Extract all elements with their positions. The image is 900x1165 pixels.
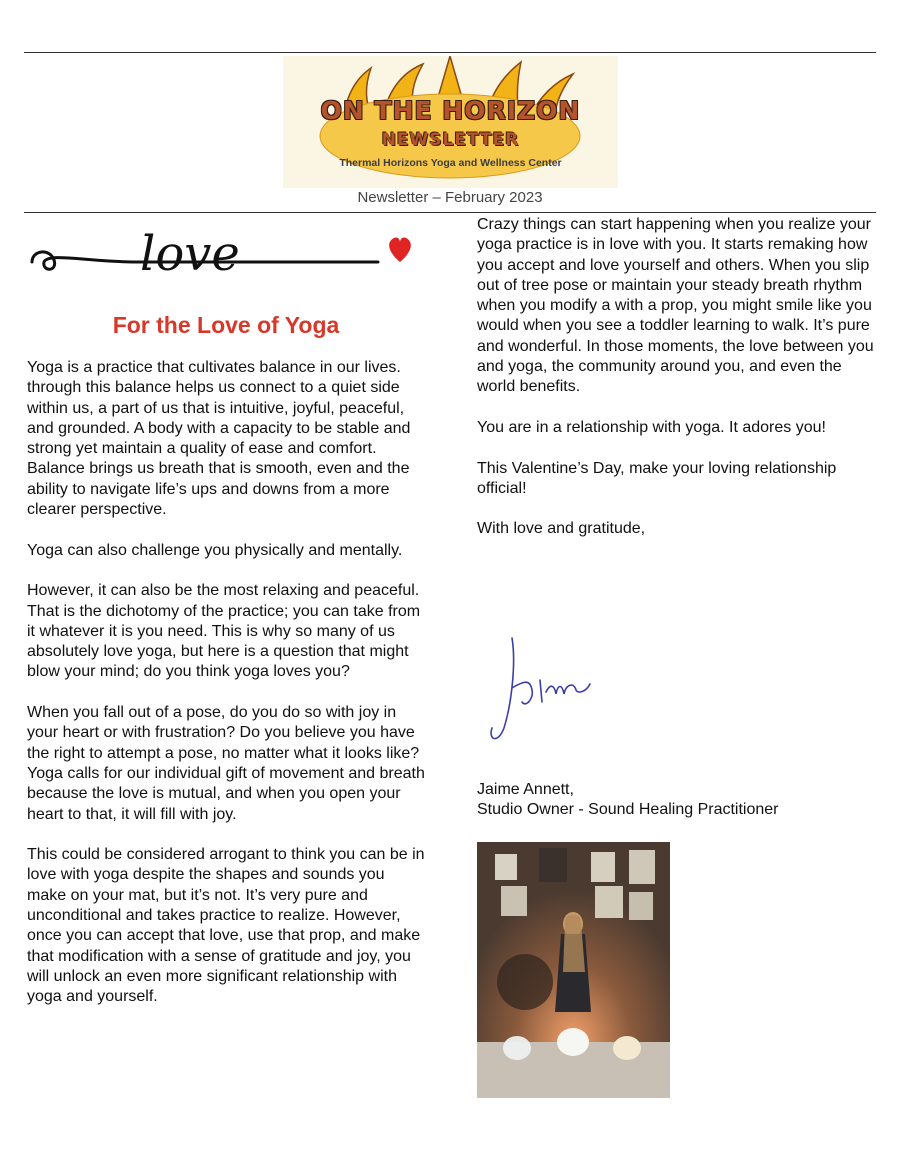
article-right-column bbox=[477, 215, 882, 560]
love-script-graphic bbox=[28, 222, 418, 280]
love-word: love bbox=[140, 226, 240, 280]
newsletter-logo bbox=[283, 56, 618, 188]
handwritten-signature bbox=[482, 632, 602, 752]
article-title: For the Love of Yoga bbox=[112, 312, 340, 338]
issue-date: Newsletter – February 2023 bbox=[357, 189, 543, 206]
paragraph: When you fall out of a pose, do you do so with joy in your heart or with frustration? Do you believe you have the right to attempt a pose, no matter what it looks like? Yoga calls for our individual gift of movement and breath because the love is mutual, and when you open your heart to that, it will fill with joy. bbox=[27, 704, 425, 823]
paragraph: This Valentine’s Day, make your loving relationship official! bbox=[477, 459, 837, 497]
paragraph: Crazy things can start happening when you realize your yoga practice is in love with you. It starts remaking how you accept and love yourself and others. When you slip out of tree pose or maintain your steady breath rhythm when you modify a with a prop, you might smile like you would when you see a toddler learning to walk. It’s pure and wonderful. In those moments, the love between you and yoga, the community around you, and even the world benefits. bbox=[477, 216, 874, 396]
author-block bbox=[477, 780, 779, 821]
header-divider bbox=[24, 212, 876, 213]
paragraph: You are in a relationship with yoga. It adores you! bbox=[477, 418, 826, 436]
author-name: Jaime Annett, bbox=[477, 781, 574, 798]
logo-tagline: Thermal Horizons Yoga and Wellness Center bbox=[339, 157, 562, 169]
logo-subtitle: NEWSLETTER bbox=[381, 130, 520, 150]
paragraph: This could be considered arrogant to think you can be in love with yoga despite the shapes and sounds you make on your mat, but it’s not. It’s very pure and unconditional and takes practice to realize. However, once you can accept that love, use that prop, and make that modification with a sense of gratitude and joy, you will unlock an even more significant relationship with yoga and yourself. bbox=[27, 846, 425, 1006]
top-rule bbox=[24, 52, 876, 53]
paragraph: However, it can also be the most relaxing and peaceful. That is the dichotomy of the practice; you can take from it whatever it is you need. This is why so many of us absolutely love yoga, but here is a question that might blow your mind; do you think yoga loves you? bbox=[27, 582, 421, 681]
article-left-column bbox=[27, 358, 425, 1028]
heart-icon bbox=[389, 237, 411, 262]
paragraph: Yoga is a practice that cultivates balance in our lives. through this balance helps us connect to a quiet side within us, a part of us that is intuitive, joyful, peaceful, and grounded. A body with a capacity to be stable and strong yet maintain a quality of ease and comfort. Balance brings us breath that is smooth, even and the ability to navigate life’s ups and downs from a more clearer perspective. bbox=[27, 359, 411, 519]
paragraph: Yoga can also challenge you physically and mentally. bbox=[27, 541, 403, 559]
author-role: Studio Owner - Sound Healing Practitioner bbox=[477, 801, 779, 819]
logo-title: ON THE HORIZON bbox=[320, 96, 581, 125]
paragraph: With love and gratitude, bbox=[477, 520, 646, 538]
studio-photo bbox=[477, 842, 670, 1098]
